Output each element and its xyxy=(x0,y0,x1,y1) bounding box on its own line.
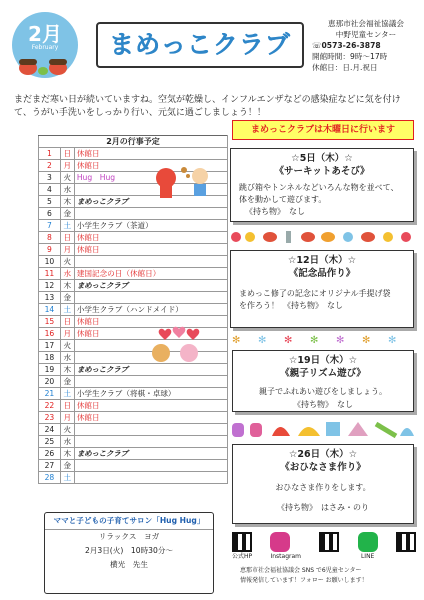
organization-info xyxy=(312,18,420,73)
page-title: まめっこクラブ xyxy=(109,30,291,59)
calendar-event: 休館日 xyxy=(74,316,227,328)
calendar-weekday: 火 xyxy=(60,172,74,184)
calendar-event: 小学生クラブ（将棋・卓球） xyxy=(74,388,227,400)
svg-text:✻: ✻ xyxy=(336,335,345,345)
calendar-day: 20 xyxy=(39,376,61,388)
schedule-banner: まめっこクラブは木曜日に行います xyxy=(232,120,414,140)
sparkle-decoration-icon xyxy=(228,333,416,345)
calendar-day: 15 xyxy=(39,316,61,328)
salon-line3: 横光 先生 xyxy=(110,560,148,569)
calendar-weekday: 水 xyxy=(60,436,74,448)
calendar-event: Hug Hug xyxy=(74,172,227,184)
event-name: 《おひなさま作り》 xyxy=(280,462,366,473)
event-date: ☆5日（木）☆ xyxy=(291,153,353,164)
calendar-weekday: 月 xyxy=(60,412,74,424)
event-name: 《親子リズム遊び》 xyxy=(280,368,366,379)
calendar-day: 14 xyxy=(39,304,61,316)
calendar-row xyxy=(39,400,228,412)
calendar-row xyxy=(39,472,228,484)
calendar-weekday: 土 xyxy=(60,388,74,400)
calendar-row xyxy=(39,376,228,388)
calendar-day: 10 xyxy=(39,256,61,268)
calendar-day: 16 xyxy=(39,328,61,340)
calendar-row xyxy=(39,388,228,400)
calendar-weekday: 火 xyxy=(60,340,74,352)
calendar-event: まめっこクラブ xyxy=(74,364,227,376)
calendar-day: 22 xyxy=(39,400,61,412)
svg-text:✻: ✻ xyxy=(362,335,371,345)
event-box-5 xyxy=(230,148,414,222)
event-date: ☆12日（木）☆ xyxy=(287,255,357,266)
calendar-event: 小学生クラブ（茶道） xyxy=(74,220,227,232)
event-date: ☆19日（木）☆ xyxy=(288,355,358,366)
line-qr[interactable] xyxy=(396,532,416,560)
calendar-weekday: 月 xyxy=(60,328,74,340)
calendar-weekday: 木 xyxy=(60,280,74,292)
calendar-day: 25 xyxy=(39,436,61,448)
acorn-decoration-icon xyxy=(14,56,74,76)
line-link[interactable] xyxy=(358,532,378,560)
salon-box xyxy=(44,512,214,594)
sns-note-1: 恵那市社会福祉協議会 SNS で6児童センター xyxy=(240,567,362,574)
calendar-weekday: 木 xyxy=(60,364,74,376)
calendar-event xyxy=(74,472,227,484)
calendar-weekday: 金 xyxy=(60,460,74,472)
event-body: まめっこ修了の記念にオリジナル手提げ袋 xyxy=(239,289,391,298)
calendar-weekday: 木 xyxy=(60,448,74,460)
event-body: を作ろう！ 《持ち物》 なし xyxy=(239,301,343,310)
calendar-weekday: 水 xyxy=(60,268,74,280)
calendar-weekday: 日 xyxy=(60,148,74,160)
instagram-icon xyxy=(270,532,290,552)
calendar-row xyxy=(39,364,228,376)
salon-line2: 2月3日(火) 10時30分～ xyxy=(84,546,174,555)
winter-clothes-decoration-icon xyxy=(228,418,416,440)
calendar-row xyxy=(39,148,228,160)
animals-balloons-illustration xyxy=(143,325,215,365)
calendar-day: 24 xyxy=(39,424,61,436)
calendar-row xyxy=(39,304,228,316)
calendar-day: 11 xyxy=(39,268,61,280)
qr-code-icon xyxy=(396,532,416,552)
calendar-day: 26 xyxy=(39,448,61,460)
calendar-weekday: 日 xyxy=(60,400,74,412)
sns-label: Instagram xyxy=(270,553,301,560)
event-name: 《記念品作り》 xyxy=(288,268,356,279)
event-body: おひなさま作りをします。 xyxy=(275,483,371,492)
calendar-weekday: 金 xyxy=(60,292,74,304)
svg-text:✻: ✻ xyxy=(310,335,319,345)
calendar-event: 休館日 xyxy=(74,148,227,160)
event-box-12 xyxy=(230,250,414,328)
winter-food-decoration-icon xyxy=(228,228,416,246)
calendar-event: 休館日 xyxy=(74,232,227,244)
calendar-event xyxy=(74,376,227,388)
calendar-event xyxy=(74,256,227,268)
calendar-day: 18 xyxy=(39,352,61,364)
calendar-day: 12 xyxy=(39,280,61,292)
event-body: 体を動かして遊びます。 xyxy=(239,195,327,204)
qr-code-icon xyxy=(319,532,339,552)
calendar-event: まめっこクラブ xyxy=(74,448,227,460)
month-label: 2月 xyxy=(28,22,62,46)
calendar-event: まめっこクラブ xyxy=(74,196,227,208)
calendar-weekday: 金 xyxy=(60,376,74,388)
calendar-weekday: 木 xyxy=(60,196,74,208)
official-hp-qr[interactable] xyxy=(232,532,252,560)
calendar-row xyxy=(39,232,228,244)
calendar-day: 8 xyxy=(39,232,61,244)
calendar-day: 27 xyxy=(39,460,61,472)
calendar-row xyxy=(39,220,228,232)
calendar-event xyxy=(74,208,227,220)
calendar-weekday: 日 xyxy=(60,316,74,328)
month-english: February xyxy=(31,44,59,51)
org-hours: 開館時間：9時～17時 xyxy=(312,52,388,61)
salon-line1: リラックス ヨガ xyxy=(98,532,160,541)
calendar-row xyxy=(39,460,228,472)
calendar-day: 17 xyxy=(39,340,61,352)
calendar-row xyxy=(39,268,228,280)
event-box-26 xyxy=(232,444,414,524)
svg-text:✻: ✻ xyxy=(284,335,293,345)
calendar-row xyxy=(39,448,228,460)
calendar-event xyxy=(74,424,227,436)
calendar-event xyxy=(74,436,227,448)
calendar-weekday: 月 xyxy=(60,160,74,172)
qr-code-icon xyxy=(232,532,252,552)
event-name: 《サーキットあそび》 xyxy=(274,166,370,177)
sns-note-2: 情報発信しています！フォロー お願いします！ xyxy=(240,577,368,584)
sns-row xyxy=(232,532,416,560)
calendar-row xyxy=(39,208,228,220)
calendar-event: 休館日 xyxy=(74,160,227,172)
event-bring: 《持ち物》 なし xyxy=(245,207,305,216)
calendar-weekday: 日 xyxy=(60,232,74,244)
calendar-weekday: 火 xyxy=(60,424,74,436)
calendar-row xyxy=(39,412,228,424)
calendar-event: まめっこクラブ xyxy=(74,280,227,292)
calendar-day: 28 xyxy=(39,472,61,484)
calendar-weekday: 月 xyxy=(60,244,74,256)
page-title-box xyxy=(96,22,304,68)
svg-text:✻: ✻ xyxy=(232,335,241,345)
calendar-event: 休館日 xyxy=(74,244,227,256)
event-body: 親子でふれあい遊びをしましょう。 xyxy=(259,387,387,396)
calendar-event: 休館日 xyxy=(74,328,227,340)
calendar-weekday: 土 xyxy=(60,472,74,484)
calendar-row xyxy=(39,424,228,436)
calendar-title: 2月の行事予定 xyxy=(39,136,228,148)
svg-text:✻: ✻ xyxy=(258,335,267,345)
calendar-row xyxy=(39,256,228,268)
org-closed: 休館日：日.月.祝日 xyxy=(312,63,378,72)
calendar-day: 3 xyxy=(39,172,61,184)
calendar-weekday: 金 xyxy=(60,208,74,220)
calendar-weekday: 火 xyxy=(60,256,74,268)
calendar-row xyxy=(39,244,228,256)
event-bring: 《持ち物》 なし xyxy=(293,400,353,409)
calendar-day: 19 xyxy=(39,364,61,376)
event-body: 跳び箱やトンネルなどいろんな物を並べて、 xyxy=(239,183,399,192)
calendar-row xyxy=(39,436,228,448)
calendar-day: 21 xyxy=(39,388,61,400)
oni-children-illustration xyxy=(150,162,218,200)
event-date: ☆26日（木）☆ xyxy=(288,449,358,460)
calendar-event: 休館日 xyxy=(74,412,227,424)
calendar-day: 1 xyxy=(39,148,61,160)
calendar-row xyxy=(39,280,228,292)
sns-label: LINE xyxy=(360,553,375,560)
calendar-day: 7 xyxy=(39,220,61,232)
calendar-event: 休館日 xyxy=(74,400,227,412)
calendar-day: 6 xyxy=(39,208,61,220)
calendar-event xyxy=(74,292,227,304)
event-box-19 xyxy=(232,350,414,412)
svg-text:✻: ✻ xyxy=(388,335,397,345)
instagram-link[interactable] xyxy=(270,532,301,560)
calendar-weekday: 水 xyxy=(60,184,74,196)
calendar-day: 4 xyxy=(39,184,61,196)
calendar-weekday: 水 xyxy=(60,352,74,364)
event-bring: 《持ち物》 はさみ・のり xyxy=(277,503,369,512)
calendar-weekday: 土 xyxy=(60,220,74,232)
salon-title: ママと子どもの子育てサロン「Hug Hug」 xyxy=(45,513,213,530)
calendar-event: 建国記念の日（休館日） xyxy=(74,268,227,280)
calendar-event xyxy=(74,460,227,472)
calendar-day: 9 xyxy=(39,244,61,256)
calendar-day: 23 xyxy=(39,412,61,424)
sns-label: 公式HP xyxy=(232,553,253,560)
calendar-day: 5 xyxy=(39,196,61,208)
calendar-day: 2 xyxy=(39,160,61,172)
line-icon xyxy=(358,532,378,552)
instagram-qr[interactable] xyxy=(319,532,339,560)
org-center: 中野児童センター xyxy=(335,30,397,39)
org-name: 恵那市社会福祉協議会 xyxy=(328,19,404,28)
calendar-day: 13 xyxy=(39,292,61,304)
calendar-row xyxy=(39,292,228,304)
org-phone: ☏0573-26-3878 xyxy=(312,41,381,50)
calendar-event: 小学生クラブ（ハンドメイド） xyxy=(74,304,227,316)
calendar-weekday: 土 xyxy=(60,304,74,316)
intro-text: まだまだ寒い日が続いていますね。空気が乾燥し、インフルエンザなどの感染症などに気を付けて、うがい手洗いをしっかり行い、元気に過ごしましょう！！ xyxy=(14,95,401,118)
